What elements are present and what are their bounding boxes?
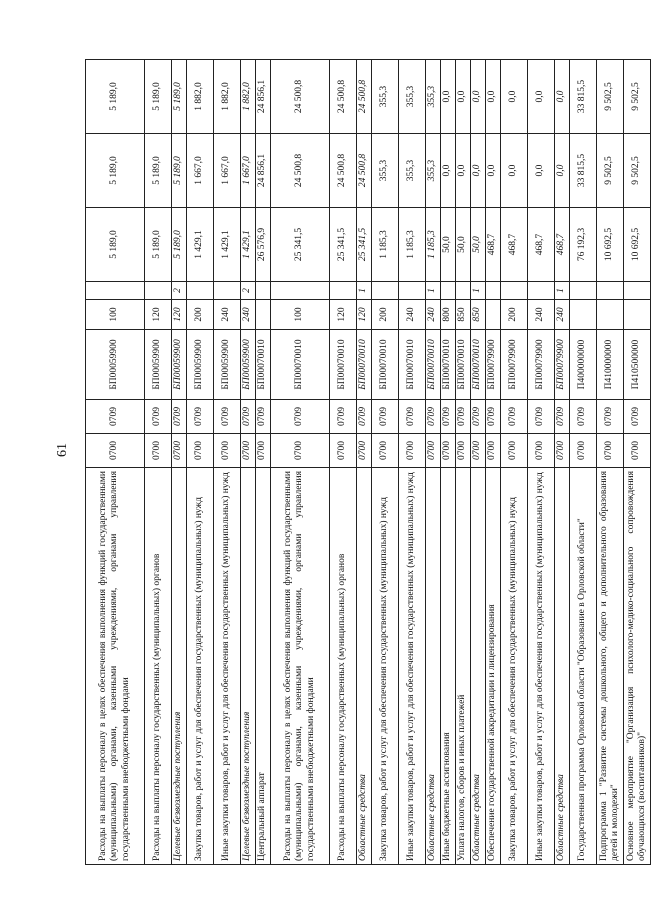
subsection-code: 0709 <box>187 400 214 434</box>
amount-year-3: 0,0 <box>528 60 555 134</box>
target-article: БП00070010 <box>441 330 456 400</box>
amount-year-3: 1 882,0 <box>241 60 256 134</box>
row-name: Областные средства <box>471 468 486 865</box>
subsection-code: 0709 <box>486 400 501 434</box>
amount-year-1: 1 185,3 <box>372 208 399 282</box>
section-code: 0700 <box>426 434 441 468</box>
row-name: Уплата налогов, сборов и иных платежей <box>456 468 471 865</box>
expense-type: 120 <box>357 300 372 330</box>
amount-year-2: 0,0 <box>528 134 555 208</box>
target-article: П400000000 <box>570 330 597 400</box>
funding-index: 2 <box>172 282 187 300</box>
row-name: Областные средства <box>555 468 570 865</box>
amount-year-2: 1 667,0 <box>187 134 214 208</box>
funding-index <box>528 282 555 300</box>
amount-year-1: 10 692,5 <box>597 208 624 282</box>
funding-index: 2 <box>241 282 256 300</box>
target-article: БП00059900 <box>145 330 172 400</box>
section-code: 0700 <box>86 434 145 468</box>
table-row <box>330 60 357 865</box>
subsection-code: 0709 <box>624 400 651 434</box>
expense-type: 120 <box>172 300 187 330</box>
expense-type: 200 <box>501 300 528 330</box>
amount-year-1: 50,0 <box>471 208 486 282</box>
row-name: Расходы на выплаты персоналу в целях обеспечения выполнения функций государственными (муниципальными) органами, казенными учреждениями, органами управления государственными внебюджетными фондами <box>86 468 145 865</box>
section-code: 0700 <box>456 434 471 468</box>
row-name: Обеспечение государственной аккредитации и лицензирования <box>486 468 501 865</box>
table-row <box>241 60 256 865</box>
table-row <box>597 60 624 865</box>
amount-year-1: 5 189,0 <box>172 208 187 282</box>
amount-year-1: 468,7 <box>501 208 528 282</box>
funding-index <box>570 282 597 300</box>
target-article: БП00070010 <box>357 330 372 400</box>
target-article: БП00079900 <box>501 330 528 400</box>
table-row <box>624 60 651 865</box>
row-name: Иные закупки товаров, работ и услуг для обеспечения государственных (муниципальных) нужд <box>214 468 241 865</box>
target-article: БП00070010 <box>330 330 357 400</box>
amount-year-2: 0,0 <box>471 134 486 208</box>
table-row <box>372 60 399 865</box>
amount-year-2: 0,0 <box>555 134 570 208</box>
row-name: Расходы на выплаты персоналу в целях обеспечения выполнения функций государственными (муниципальными) органами, казенными учреждениями, органами управления государственными внебюджетными фондами <box>271 468 330 865</box>
table-row <box>399 60 426 865</box>
row-name: Закупка товаров, работ и услуг для обеспечения государственных (муниципальных) нужд <box>187 468 214 865</box>
expense-type: 120 <box>145 300 172 330</box>
section-code: 0700 <box>528 434 555 468</box>
subsection-code: 0709 <box>214 400 241 434</box>
target-article: БП00070010 <box>456 330 471 400</box>
amount-year-3: 9 502,5 <box>597 60 624 134</box>
section-code: 0700 <box>399 434 426 468</box>
amount-year-1: 5 189,0 <box>86 208 145 282</box>
amount-year-3: 24 500,8 <box>330 60 357 134</box>
subsection-code: 0709 <box>372 400 399 434</box>
funding-index <box>187 282 214 300</box>
expense-type <box>486 300 501 330</box>
amount-year-2: 0,0 <box>501 134 528 208</box>
amount-year-3: 0,0 <box>501 60 528 134</box>
expense-type: 800 <box>441 300 456 330</box>
amount-year-1: 25 341,5 <box>357 208 372 282</box>
amount-year-3: 1 882,0 <box>214 60 241 134</box>
funding-index <box>486 282 501 300</box>
row-name: Целевые безвозмездные поступления <box>172 468 187 865</box>
target-article: БП00070010 <box>256 330 271 400</box>
amount-year-2: 0,0 <box>456 134 471 208</box>
expense-type: 240 <box>241 300 256 330</box>
row-name: Закупка товаров, работ и услуг для обеспечения государственных (муниципальных) нужд <box>501 468 528 865</box>
amount-year-3: 24 500,8 <box>271 60 330 134</box>
expense-type: 200 <box>372 300 399 330</box>
expense-type: 200 <box>187 300 214 330</box>
table-row <box>426 60 441 865</box>
amount-year-1: 76 192,3 <box>570 208 597 282</box>
expense-type <box>624 300 651 330</box>
amount-year-3: 0,0 <box>486 60 501 134</box>
amount-year-1: 5 189,0 <box>145 208 172 282</box>
row-name: Областные средства <box>357 468 372 865</box>
table-row <box>570 60 597 865</box>
funding-index <box>256 282 271 300</box>
subsection-code: 0709 <box>357 400 372 434</box>
subsection-code: 0709 <box>145 400 172 434</box>
section-code: 0700 <box>441 434 456 468</box>
funding-index <box>456 282 471 300</box>
amount-year-2: 1 667,0 <box>241 134 256 208</box>
row-name: Расходы на выплаты персоналу государственных (муниципальных) органов <box>145 468 172 865</box>
target-article: БП00079900 <box>555 330 570 400</box>
row-name: Основное мероприятие "Организация психолого-медико-социального сопровождения обучающихся (воспитанников)" <box>624 468 651 865</box>
section-code: 0700 <box>597 434 624 468</box>
section-code: 0700 <box>256 434 271 468</box>
section-code: 0700 <box>471 434 486 468</box>
funding-index <box>624 282 651 300</box>
amount-year-2: 5 189,0 <box>86 134 145 208</box>
section-code: 0700 <box>570 434 597 468</box>
subsection-code: 0709 <box>399 400 426 434</box>
funding-index <box>501 282 528 300</box>
expense-type <box>256 300 271 330</box>
target-article: БП00070010 <box>372 330 399 400</box>
table-row <box>528 60 555 865</box>
subsection-code: 0709 <box>471 400 486 434</box>
amount-year-1: 468,7 <box>555 208 570 282</box>
subsection-code: 0709 <box>426 400 441 434</box>
target-article: БП00070010 <box>399 330 426 400</box>
page-number: 61 <box>55 443 70 457</box>
amount-year-1: 1 429,1 <box>187 208 214 282</box>
budget-table <box>85 59 651 865</box>
amount-year-2: 355,3 <box>372 134 399 208</box>
amount-year-3: 355,3 <box>372 60 399 134</box>
amount-year-3: 1 882,0 <box>187 60 214 134</box>
section-code: 0700 <box>145 434 172 468</box>
funding-index <box>271 282 330 300</box>
amount-year-1: 25 341,5 <box>330 208 357 282</box>
subsection-code: 0709 <box>555 400 570 434</box>
expense-type: 240 <box>555 300 570 330</box>
target-article: БП00059900 <box>241 330 256 400</box>
amount-year-2: 5 189,0 <box>145 134 172 208</box>
expense-type: 240 <box>426 300 441 330</box>
subsection-code: 0709 <box>597 400 624 434</box>
amount-year-2: 9 502,5 <box>597 134 624 208</box>
target-article: БП00070010 <box>426 330 441 400</box>
row-name: Областные средства <box>426 468 441 865</box>
row-name: Закупка товаров, работ и услуг для обеспечения государственных (муниципальных) нужд <box>372 468 399 865</box>
amount-year-1: 50,0 <box>456 208 471 282</box>
subsection-code: 0709 <box>441 400 456 434</box>
subsection-code: 0709 <box>456 400 471 434</box>
row-name: Государственная программа Орловской области "Образование в Орловской области" <box>570 468 597 865</box>
row-name: Подпрограмма 1 "Развитие системы дошкольного, общего и дополнительного образования детей и молодежи" <box>597 468 624 865</box>
amount-year-3: 0,0 <box>456 60 471 134</box>
target-article: БП00059900 <box>172 330 187 400</box>
amount-year-3: 5 189,0 <box>172 60 187 134</box>
funding-index <box>372 282 399 300</box>
table-row <box>86 60 145 865</box>
amount-year-1: 1 429,1 <box>241 208 256 282</box>
row-name: Центральный аппарат <box>256 468 271 865</box>
funding-index: 1 <box>555 282 570 300</box>
funding-index <box>330 282 357 300</box>
table-row <box>486 60 501 865</box>
amount-year-2: 0,0 <box>486 134 501 208</box>
amount-year-1: 1 185,3 <box>399 208 426 282</box>
amount-year-3: 33 815,5 <box>570 60 597 134</box>
table-row <box>357 60 372 865</box>
target-article: БП00059900 <box>187 330 214 400</box>
subsection-code: 0709 <box>570 400 597 434</box>
table-row <box>271 60 330 865</box>
amount-year-2: 355,3 <box>399 134 426 208</box>
amount-year-1: 468,7 <box>486 208 501 282</box>
amount-year-3: 24 500,8 <box>357 60 372 134</box>
target-article: БП00070010 <box>471 330 486 400</box>
subsection-code: 0709 <box>528 400 555 434</box>
table-row <box>441 60 456 865</box>
amount-year-2: 24 500,8 <box>357 134 372 208</box>
amount-year-1: 26 576,9 <box>256 208 271 282</box>
row-name: Иные бюджетные ассигнования <box>441 468 456 865</box>
funding-index <box>86 282 145 300</box>
amount-year-2: 1 667,0 <box>214 134 241 208</box>
expense-type <box>597 300 624 330</box>
expense-type: 120 <box>330 300 357 330</box>
amount-year-2: 33 815,5 <box>570 134 597 208</box>
amount-year-3: 5 189,0 <box>86 60 145 134</box>
amount-year-2: 24 856,1 <box>256 134 271 208</box>
table-row <box>456 60 471 865</box>
table-row <box>471 60 486 865</box>
subsection-code: 0709 <box>172 400 187 434</box>
subsection-code: 0709 <box>256 400 271 434</box>
subsection-code: 0709 <box>86 400 145 434</box>
amount-year-3: 355,3 <box>399 60 426 134</box>
section-code: 0700 <box>624 434 651 468</box>
amount-year-2: 0,0 <box>441 134 456 208</box>
row-name: Иные закупки товаров, работ и услуг для обеспечения государственных (муниципальных) нужд <box>399 468 426 865</box>
funding-index: 1 <box>426 282 441 300</box>
amount-year-2: 5 189,0 <box>172 134 187 208</box>
subsection-code: 0709 <box>241 400 256 434</box>
target-article: БП00079900 <box>486 330 501 400</box>
table-row <box>256 60 271 865</box>
section-code: 0700 <box>214 434 241 468</box>
amount-year-1: 10 692,5 <box>624 208 651 282</box>
section-code: 0700 <box>372 434 399 468</box>
section-code: 0700 <box>357 434 372 468</box>
amount-year-3: 24 856,1 <box>256 60 271 134</box>
amount-year-2: 24 500,8 <box>271 134 330 208</box>
row-name: Целевые безвозмездные поступления <box>241 468 256 865</box>
section-code: 0700 <box>486 434 501 468</box>
subsection-code: 0709 <box>501 400 528 434</box>
amount-year-2: 24 500,8 <box>330 134 357 208</box>
expense-type: 850 <box>471 300 486 330</box>
amount-year-1: 25 341,5 <box>271 208 330 282</box>
target-article: БП00059900 <box>214 330 241 400</box>
section-code: 0700 <box>330 434 357 468</box>
funding-index <box>214 282 241 300</box>
table-row <box>172 60 187 865</box>
target-article: БП00070010 <box>271 330 330 400</box>
amount-year-1: 468,7 <box>528 208 555 282</box>
amount-year-1: 50,0 <box>441 208 456 282</box>
target-article: БП00079900 <box>528 330 555 400</box>
amount-year-3: 9 502,5 <box>624 60 651 134</box>
amount-year-2: 355,3 <box>426 134 441 208</box>
funding-index <box>399 282 426 300</box>
table-row <box>555 60 570 865</box>
table-row <box>501 60 528 865</box>
table-row <box>187 60 214 865</box>
funding-index <box>597 282 624 300</box>
expense-type: 240 <box>528 300 555 330</box>
section-code: 0700 <box>501 434 528 468</box>
amount-year-3: 355,3 <box>426 60 441 134</box>
amount-year-3: 0,0 <box>471 60 486 134</box>
expense-type: 100 <box>271 300 330 330</box>
target-article: П410500000 <box>624 330 651 400</box>
amount-year-2: 9 502,5 <box>624 134 651 208</box>
row-name: Расходы на выплаты персоналу государственных (муниципальных) органов <box>330 468 357 865</box>
target-article: П410000000 <box>597 330 624 400</box>
funding-index <box>145 282 172 300</box>
table-row <box>145 60 172 865</box>
expense-type: 850 <box>456 300 471 330</box>
row-name: Иные закупки товаров, работ и услуг для обеспечения государственных (муниципальных) нужд <box>528 468 555 865</box>
table-body <box>86 60 651 865</box>
section-code: 0700 <box>271 434 330 468</box>
funding-index: 1 <box>357 282 372 300</box>
table-row <box>214 60 241 865</box>
target-article: БП00059900 <box>86 330 145 400</box>
expense-type <box>570 300 597 330</box>
amount-year-1: 1 185,3 <box>426 208 441 282</box>
section-code: 0700 <box>187 434 214 468</box>
expense-type: 100 <box>86 300 145 330</box>
section-code: 0700 <box>172 434 187 468</box>
amount-year-3: 5 189,0 <box>145 60 172 134</box>
amount-year-3: 0,0 <box>555 60 570 134</box>
subsection-code: 0709 <box>330 400 357 434</box>
expense-type: 240 <box>214 300 241 330</box>
amount-year-3: 0,0 <box>441 60 456 134</box>
amount-year-1: 1 429,1 <box>214 208 241 282</box>
funding-index: 1 <box>471 282 486 300</box>
section-code: 0700 <box>241 434 256 468</box>
section-code: 0700 <box>555 434 570 468</box>
rotated-table-wrapper <box>85 60 647 865</box>
expense-type: 240 <box>399 300 426 330</box>
funding-index <box>441 282 456 300</box>
subsection-code: 0709 <box>271 400 330 434</box>
